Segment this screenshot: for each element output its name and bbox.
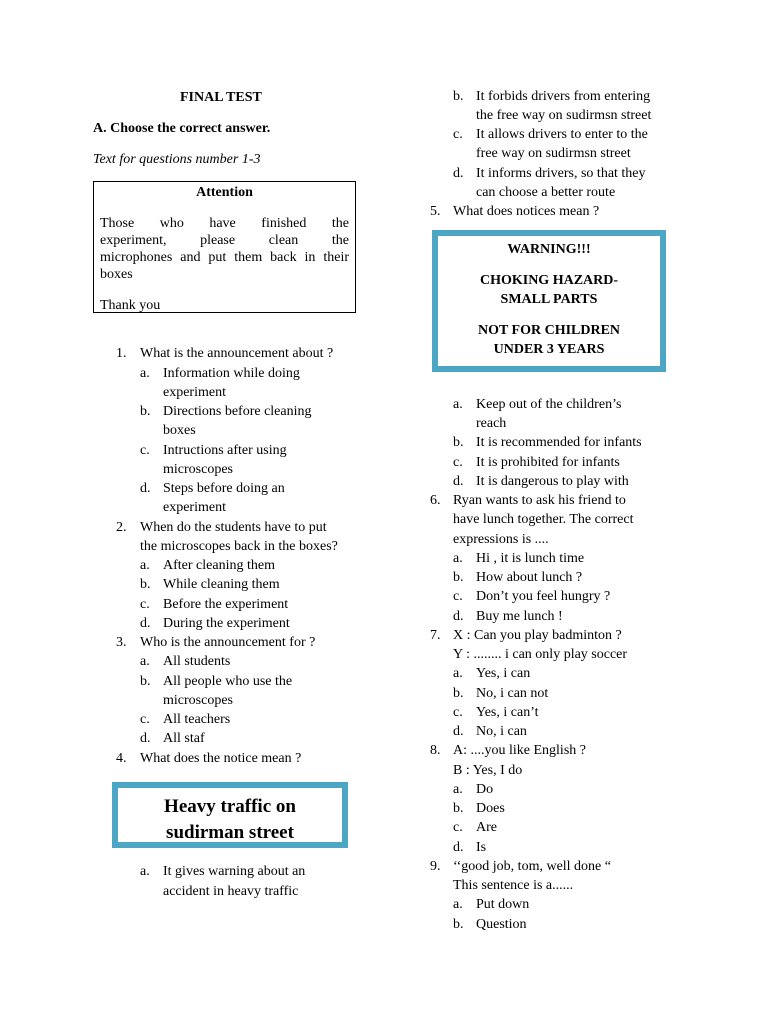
option-letter: c. [453,820,463,835]
option-text: Intructions after using [163,443,287,458]
option-letter: d. [453,724,464,739]
option-letter: c. [140,597,150,612]
option-letter: c. [140,712,150,727]
option-letter: b. [453,917,464,932]
warning-notice-box [432,230,666,372]
question-number: 5. [430,204,441,219]
option-letter: d. [453,840,464,855]
option-text: Directions before cleaning [163,404,312,419]
option-text: Yes, i can’t [476,705,539,720]
option-letter: b. [453,570,464,585]
option-letter: a. [453,666,463,681]
option-text: Put down [476,897,530,912]
option-letter: c. [453,705,463,720]
option-text: No, i can [476,724,527,739]
question-text: What does notices mean ? [453,204,600,219]
attention-line: Those who have finished the [100,216,349,231]
option-text: Buy me lunch ! [476,609,563,624]
question-number: 9. [430,859,441,874]
option-text: During the experiment [163,616,290,631]
option-text: experiment [163,385,226,400]
option-letter: b. [453,435,464,450]
option-text: free way on sudirmsn street [476,146,631,161]
option-text: Hi , it is lunch time [476,551,585,566]
warning-notice-line: NOT FOR CHILDREN [477,323,621,338]
traffic-notice-line: Heavy traffic on [164,796,296,817]
option-text: boxes [163,423,196,438]
option-text: It is recommended for infants [476,435,642,450]
option-text: experiment [163,500,226,515]
attention-closing: Thank you [100,298,161,313]
option-letter: d. [453,166,464,181]
attention-line: experiment, please clean the [100,233,349,248]
option-letter: c. [140,443,150,458]
section-heading: A. Choose the correct answer. [93,121,271,136]
option-text: All people who use the [163,674,293,689]
attention-body [100,215,349,283]
option-letter: a. [140,366,150,381]
option-letter: d. [140,616,151,631]
option-text: It is prohibited for infants [476,455,620,470]
option-text: microscopes [163,462,233,477]
question-number: 7. [430,628,441,643]
question-number: 1. [116,346,127,361]
option-text: How about lunch ? [476,570,583,585]
option-letter: c. [453,455,463,470]
option-text: reach [476,416,507,431]
question-number: 3. [116,635,127,650]
option-letter: d. [453,609,464,624]
question-text: Y : ........ i can only play soccer [453,647,628,662]
option-text: All staf [163,731,205,746]
option-text: It is dangerous to play with [476,474,629,489]
question-number: 6. [430,493,441,508]
option-letter: a. [140,558,150,573]
warning-notice-line: SMALL PARTS [500,292,598,307]
option-text: Steps before doing an [163,481,285,496]
attention-title: Attention [196,185,253,200]
option-text: Yes, i can [476,666,531,681]
attention-box [93,181,356,313]
option-text: After cleaning them [163,558,275,573]
option-letter: a. [453,397,463,412]
option-letter: b. [453,686,464,701]
question-text: When do the students have to put [140,520,327,535]
question-number: 4. [116,751,127,766]
option-text: Are [476,820,497,835]
option-letter: b. [140,404,151,419]
option-letter: b. [453,801,464,816]
option-text: Is [476,840,487,855]
option-text: Do [476,782,494,797]
question-text: What is the announcement about ? [140,346,334,361]
option-text: Does [476,801,505,816]
question-text: Who is the announcement for ? [140,635,316,650]
question-text: ‘‘good job, tom, well done “ [453,859,611,874]
option-text: All students [163,654,231,669]
option-letter: c. [453,127,463,142]
warning-notice-line: WARNING!!! [507,242,591,257]
option-letter: d. [140,731,151,746]
option-text: the free way on sudirmsn street [476,108,652,123]
question-text: This sentence is a...... [453,878,574,893]
option-text: accident in heavy traffic [163,884,299,899]
option-letter: a. [140,654,150,669]
text-intro: Text for questions number 1-3 [93,152,261,167]
option-text: microscopes [163,693,233,708]
question-text: A: ....you like English ? [453,743,586,758]
option-letter: a. [140,864,150,879]
option-letter: d. [140,481,151,496]
option-text: Question [476,917,527,932]
option-letter: d. [453,474,464,489]
option-text: Before the experiment [163,597,289,612]
warning-notice-line: UNDER 3 YEARS [493,342,605,357]
question-text: Ryan wants to ask his friend to [453,493,626,508]
question-text: expressions is .... [453,532,549,547]
option-letter: a. [453,782,463,797]
option-text: All teachers [163,712,231,727]
attention-line: boxes [100,267,133,282]
option-text: It forbids drivers from entering [476,89,651,104]
option-text: Keep out of the children’s [476,397,622,412]
option-text: Information while doing [163,366,300,381]
option-text: can choose a better route [476,185,616,200]
question-text: have lunch together. The correct [453,512,634,527]
option-letter: b. [140,674,151,689]
question-text: X : Can you play badminton ? [453,628,622,643]
option-text: It gives warning about an [163,864,306,879]
option-text: It allows drivers to enter to the [476,127,648,142]
question-text: the microscopes back in the boxes? [140,539,338,554]
question-number: 8. [430,743,441,758]
question-text: What does the notice mean ? [140,751,302,766]
warning-notice-line: CHOKING HAZARD- [479,273,619,288]
traffic-notice-line: sudirman street [166,822,294,843]
option-letter: c. [453,589,463,604]
option-letter: b. [140,577,151,592]
option-text: No, i can not [476,686,549,701]
option-letter: a. [453,551,463,566]
option-text: While cleaning them [163,577,280,592]
traffic-notice-box [112,782,348,848]
option-letter: b. [453,89,464,104]
option-text: It informs drivers, so that they [476,166,646,181]
question-text: B : Yes, I do [453,763,523,778]
question-number: 2. [116,520,127,535]
option-text: Don’t you feel hungry ? [476,589,611,604]
option-letter: a. [453,897,463,912]
attention-line: microphones and put them back in their [100,250,349,265]
page-title: FINAL TEST [180,90,262,105]
